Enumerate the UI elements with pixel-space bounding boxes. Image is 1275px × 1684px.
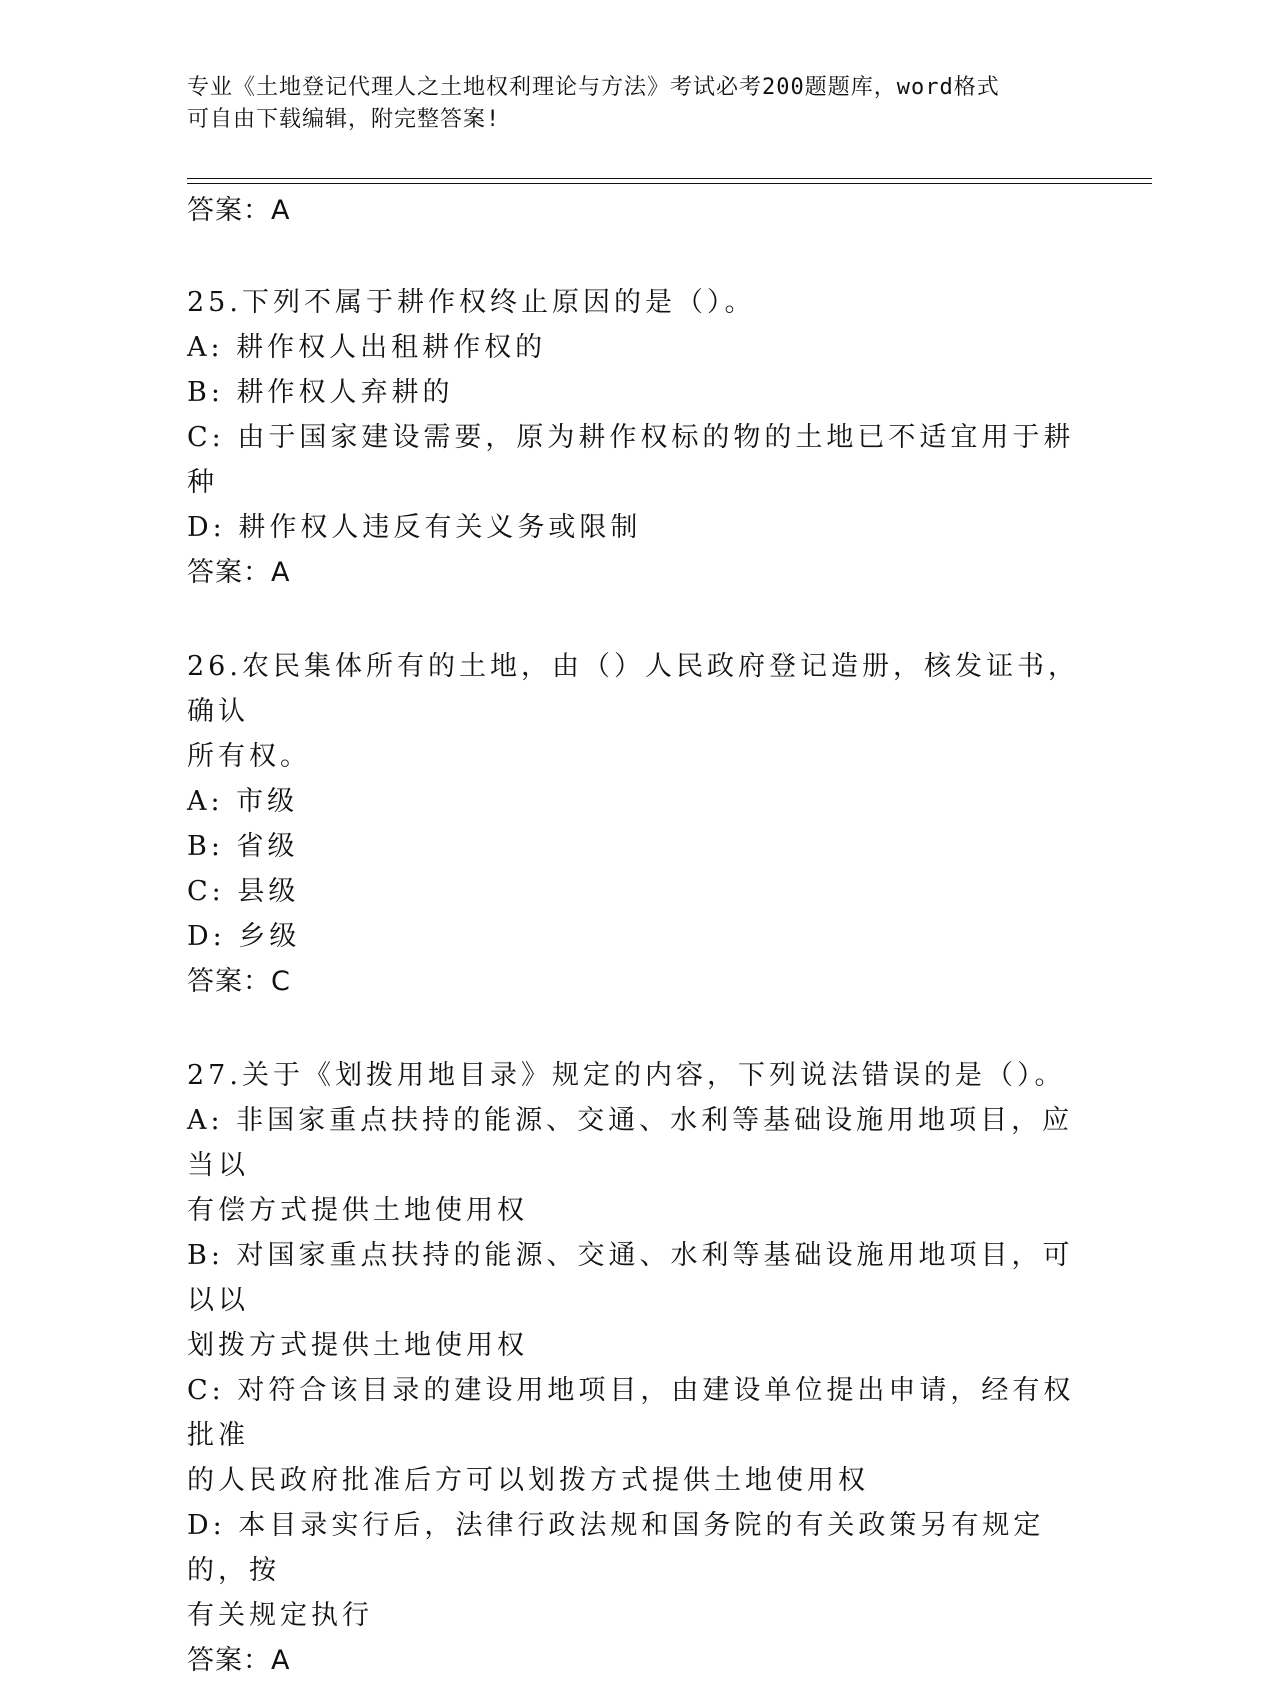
question-stem: 25.下列不属于耕作权终止原因的是（）。 bbox=[187, 287, 756, 318]
option-a-continued: 有偿方式提供土地使用权 bbox=[187, 1195, 528, 1226]
option-d: D: 本目录实行后，法律行政法规和国务院的有关政策另有规定的，按 bbox=[187, 1510, 1045, 1586]
option-a: A: 耕作权人出租耕作权的 bbox=[187, 332, 547, 363]
header-line-2: 可自由下载编辑，附完整答案! bbox=[187, 107, 501, 132]
option-b: B: 省级 bbox=[187, 831, 299, 862]
answer: 答案：A bbox=[187, 557, 291, 588]
question-stem: 26.农民集体所有的土地，由（）人民政府登记造册，核发证书，确认 bbox=[187, 651, 1079, 727]
question-stem: 27.关于《划拨用地目录》规定的内容，下列说法错误的是（）。 bbox=[187, 1060, 1066, 1091]
question-stem-continued: 所有权。 bbox=[187, 741, 311, 772]
option-c-continued: 的人民政府批准后方可以划拨方式提供土地使用权 bbox=[187, 1465, 869, 1496]
option-b: B: 耕作权人弃耕的 bbox=[187, 377, 454, 408]
option-a: A: 市级 bbox=[187, 786, 299, 817]
answer: 答案：C bbox=[187, 966, 291, 997]
question-spacer bbox=[187, 1005, 1087, 1053]
question-27 bbox=[187, 1053, 1087, 1684]
document-header bbox=[187, 72, 1067, 136]
question-list bbox=[187, 188, 1087, 1684]
answer: 答案：A bbox=[187, 1645, 291, 1676]
previous-answer: 答案：A bbox=[187, 195, 291, 226]
option-c: C: 对符合该目录的建设用地项目，由建设单位提出申请，经有权批准 bbox=[187, 1375, 1075, 1451]
option-d-continued: 有关规定执行 bbox=[187, 1600, 373, 1631]
option-c: C: 由于国家建设需要，原为耕作权标的物的土地已不适宜用于耕种 bbox=[187, 422, 1075, 498]
option-d: D: 乡级 bbox=[187, 921, 301, 952]
header-divider-top bbox=[187, 178, 1152, 179]
option-a: A: 非国家重点扶持的能源、交通、水利等基础设施用地项目，应当以 bbox=[187, 1105, 1074, 1181]
option-b-continued: 划拨方式提供土地使用权 bbox=[187, 1330, 528, 1361]
question-spacer bbox=[187, 596, 1087, 644]
header-divider-bottom bbox=[187, 183, 1152, 184]
question-25 bbox=[187, 280, 1087, 596]
question-26 bbox=[187, 644, 1087, 1005]
option-d: D: 耕作权人违反有关义务或限制 bbox=[187, 512, 642, 543]
option-c: C: 县级 bbox=[187, 876, 300, 907]
option-b: B: 对国家重点扶持的能源、交通、水利等基础设施用地项目，可以以 bbox=[187, 1240, 1074, 1316]
header-line-1: 专业《土地登记代理人之土地权利理论与方法》考试必考200题题库，word格式 bbox=[187, 75, 1000, 100]
